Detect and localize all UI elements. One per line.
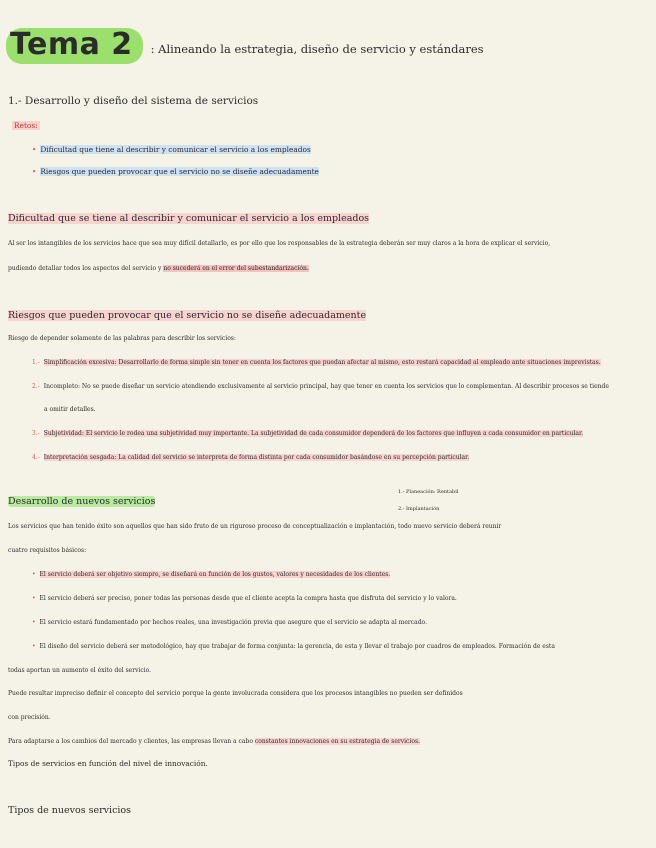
dificultad-line2: pudiendo detallar todos los aspectos del servicio y no sucederá en el error del subestandarización. bbox=[8, 265, 309, 272]
riesgo-item: 1.- Simplificación excesiva: Desarrollarlo de forma simple sin tener en cuenta los factores que puedan afectar al mismo, esto restará capacidad al empleado ante situaciones imprevistas. bbox=[32, 359, 601, 366]
dificultad-line1: Al ser los intangibles de los servicios hace que sea muy difícil detallarlo, es por ello que los responsables de la estrategia deberán ser muy claros a la hora de explicar el servicio, bbox=[8, 240, 551, 247]
nuevos-p1b: con precisión. bbox=[8, 714, 51, 721]
riesgos-intro: Riesgo de depender solamente de las palabras para describir los servicios: bbox=[8, 335, 236, 342]
bullet-icon: • bbox=[32, 571, 36, 578]
riesgo-item: 4.- Interpretación sesgada: La calidad del servicio se interpreta de forma distinta por cada consumidor basándose en su percepción particular. bbox=[32, 454, 470, 461]
reto-item: • Dificultad que tiene al describir y comunicar el servicio a los empleados bbox=[32, 145, 311, 154]
nuevos-intro2: cuatro requisitos básicos: bbox=[8, 547, 87, 554]
riesgo-item: 2.- Incompleto: No se puede diseñar un servicio atendiendo exclusivamente al servicio principal, hay que tener en cuenta los servicios que lo complementan. Al describir procesos se tiende bbox=[32, 383, 609, 390]
requisito-cont: todas aportan un aumento el éxito del servicio. bbox=[8, 667, 152, 674]
topic-title: Tema 2 bbox=[6, 28, 143, 64]
retos-label: Retos: bbox=[14, 121, 38, 130]
tipos-heading: Tipos de nuevos servicios bbox=[8, 805, 132, 816]
bullet-icon: • bbox=[32, 619, 36, 626]
side-note: 2.- Implantación bbox=[398, 506, 440, 512]
nuevos-p1a: Puede resultar impreciso definir el concepto del servicio porque la gente involucrada considera que los procesos intangibles no pueden ser definidos bbox=[8, 690, 463, 697]
requisito-item: • El diseño del servicio deberá ser metodológico, hay que trabajar de forma conjunta: la gerencia, de esta y llevar el trabajo por cuadros de empleados. Formación de esta bbox=[32, 643, 555, 650]
riesgos-heading: Riesgos que pueden provocar que el servicio no se diseñe adecuadamente bbox=[8, 310, 367, 321]
riesgo-item-cont: a omitir detalles. bbox=[44, 406, 96, 413]
requisito-item: • El servicio deberá ser objetivo siempre, se diseñará en función de los gustos, valores y necesidades de los clientes. bbox=[32, 571, 391, 578]
nuevos-heading: Desarrollo de nuevos servicios bbox=[8, 496, 156, 507]
topic-subtitle: : Alineando la estrategia, diseño de servicio y estándares bbox=[150, 42, 484, 56]
reto-item: • Riesgos que pueden provocar que el servicio no se diseñe adecuadamente bbox=[32, 167, 319, 176]
side-note: 1.- Planeación: Rentabil bbox=[398, 489, 459, 495]
riesgo-item: 3.- Subjetividad: El servicio le rodea una subjetividad muy importante. La subjetividad de cada consumidor dependerá de los factores que influyen a cada consumidor en particular. bbox=[32, 430, 584, 437]
requisito-item: • El servicio deberá ser preciso, poner todas las personas desde que el cliente acepta la compra hasta que disfruta del servicio y lo valora. bbox=[32, 595, 457, 602]
title-row bbox=[6, 28, 484, 64]
bullet-icon: • bbox=[32, 595, 36, 602]
nuevos-p3: Tipos de servicios en función del nivel de innovación. bbox=[8, 759, 208, 768]
bullet-icon: • bbox=[32, 167, 37, 176]
requisito-item: • El servicio estará fundamentado por hechos reales, una investigación previa que asegure que el servicio se adapta al mercado. bbox=[32, 619, 427, 626]
nuevos-intro1: Los servicios que han tenido éxito son aquellos que han sido fruto de un riguroso proceso de conceptualización e implantación, todo nuevo servicio deberá reunir bbox=[8, 523, 502, 530]
section1-heading: 1.- Desarrollo y diseño del sistema de servicios bbox=[8, 95, 259, 107]
dificultad-heading: Dificultad que se tiene al describir y comunicar el servicio a los empleados bbox=[8, 213, 370, 224]
bullet-icon: • bbox=[32, 145, 37, 154]
bullet-icon: • bbox=[32, 643, 36, 650]
nuevos-p2: Para adaptarse a los cambios del mercado y clientes, las empresas llevan a cabo constantes innovaciones en su estrategia de servicios. bbox=[8, 738, 420, 745]
